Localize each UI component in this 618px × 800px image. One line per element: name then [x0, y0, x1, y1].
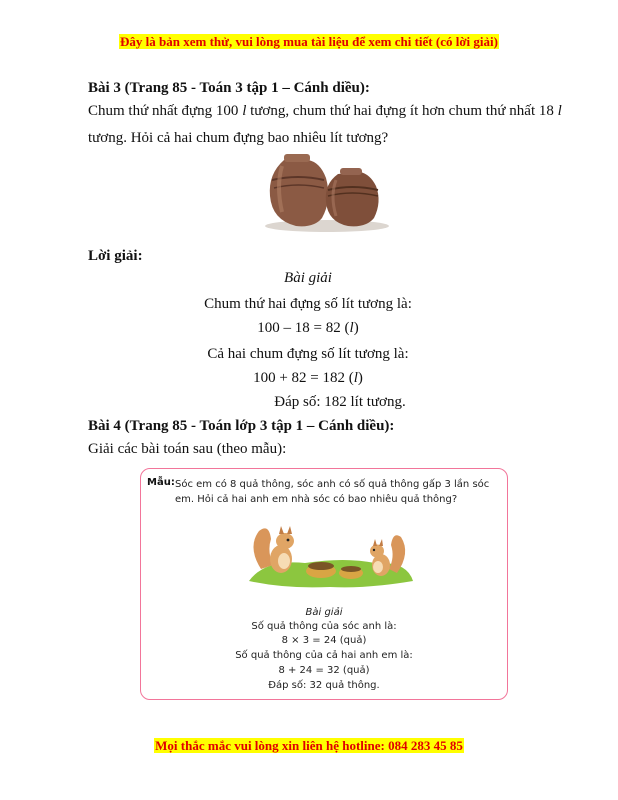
loi-giai-line-3: Cả hai chum đựng số lít tương là:	[207, 346, 409, 362]
example-label: Mẫu:	[147, 477, 175, 488]
bai3-unit-2: l	[557, 103, 562, 119]
example-line-1: Số quả thông của sóc anh là:	[251, 621, 397, 632]
bai3-problem-text-a: Chum thứ nhất đựng 100	[88, 103, 243, 119]
example-line-2: 8 × 3 = 24 (quả)	[281, 635, 367, 646]
squirrels-illustration	[245, 519, 415, 589]
pinecone-basket-left	[306, 562, 336, 578]
loi-giai-line-2	[88, 320, 528, 337]
loi-giai-heading: Bài giải	[284, 270, 332, 286]
header-banner-text: Đây là bản xem thử, vui lòng mua tài liệu để xem chi tiết (có lời giải)	[120, 34, 498, 49]
loi-giai-line-1: Chum thứ hai đựng số lít tương là:	[204, 296, 412, 312]
loi-giai-line-4-a: 100 + 82 = 182 (	[253, 370, 354, 386]
bai4-title: Bài 4 (Trang 85 - Toán lớp 3 tập 1 – Cánh diều):	[88, 418, 395, 434]
example-line-4: 8 + 24 = 32 (quả)	[278, 665, 370, 676]
example-problem: Sóc em có 8 quả thông, sóc anh có số quả thông gấp 3 lần sóc em. Hỏi cả hai anh em nhà sóc có bao nhiêu quả thông?	[175, 479, 490, 505]
bai3-problem-text-c: tương. Hỏi cả hai chum đựng bao nhiêu lít tương?	[88, 130, 389, 146]
small-jar	[326, 168, 379, 226]
header-banner	[0, 34, 618, 50]
loi-giai-line-2-b: )	[353, 320, 359, 336]
example-box	[140, 468, 508, 700]
example-line-3: Số quả thông của cả hai anh em là:	[235, 650, 413, 661]
loi-giai-line-4-unit: l	[353, 370, 358, 386]
loi-giai-line-2-a: 100 – 18 = 82 (	[257, 320, 350, 336]
jars-shadow	[265, 220, 389, 232]
loi-giai-title: Lời giải:	[88, 248, 143, 264]
bai3-problem-text-b: tương, chum thứ hai đựng ít hơn chum thứ nhất 18	[246, 103, 558, 119]
big-squirrel	[253, 526, 294, 573]
loi-giai-line-4	[88, 370, 528, 387]
footer-banner-text: Mọi thắc mắc vui lòng xin liên hệ hotline: 084 283 45 85	[155, 738, 463, 753]
bai3-title: Bài 3 (Trang 85 - Toán 3 tập 1 – Cánh diều):	[88, 80, 370, 96]
bai3-problem	[88, 98, 578, 152]
large-jar	[270, 154, 328, 226]
footer-banner	[0, 738, 618, 754]
clay-jars-illustration	[262, 152, 392, 232]
loi-giai-line-4-b: )	[357, 370, 363, 386]
bai3-unit-1: l	[242, 103, 247, 119]
example-heading: Bài giải	[305, 607, 343, 618]
bai4-instruction: Giải các bài toán sau (theo mẫu):	[88, 441, 287, 457]
loi-giai-line-2-unit: l	[349, 320, 354, 336]
pinecone-basket-right	[339, 566, 363, 579]
example-line-5: Đáp số: 32 quả thông.	[268, 680, 380, 691]
loi-giai-line-5: Đáp số: 182 lít tương.	[274, 394, 406, 410]
